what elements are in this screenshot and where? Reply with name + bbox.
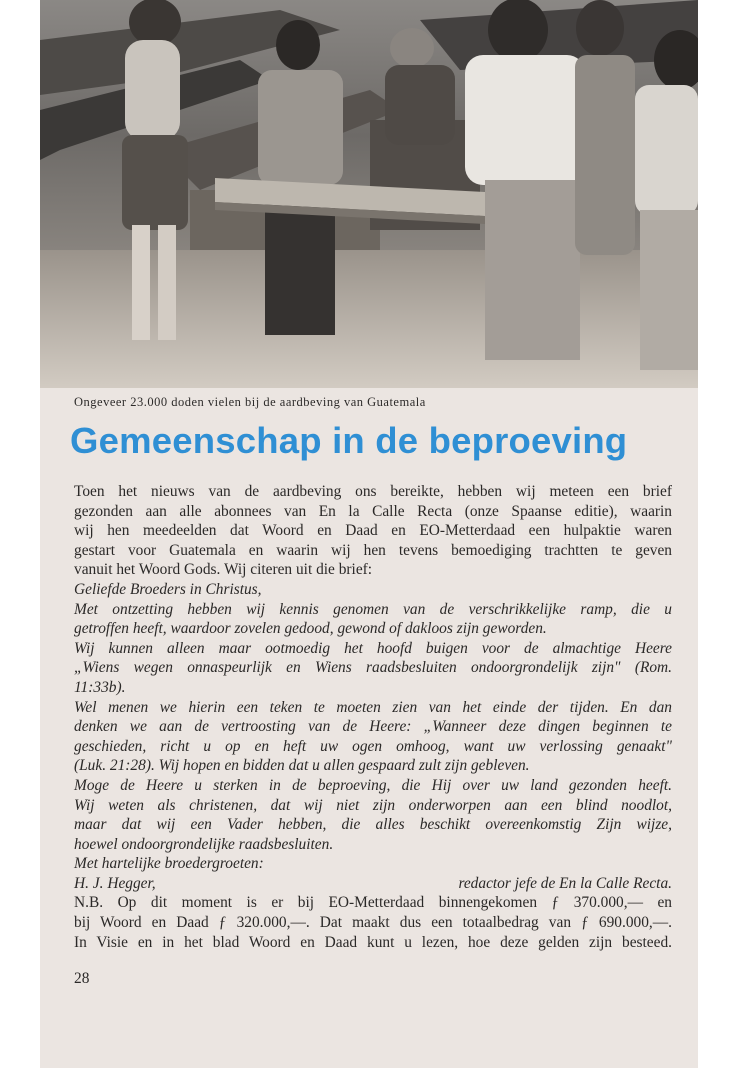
article-body xyxy=(74,482,672,952)
photo-illustration xyxy=(40,0,698,388)
magazine-page xyxy=(40,0,698,1068)
intro-line: wij hen meedeelden dat Woord en Daad en EO-Metterdaad een hulpaktie waren xyxy=(74,522,672,540)
letter-line: 11:33b). xyxy=(74,678,126,696)
photo-caption: Ongeveer 23.000 doden vielen bij de aardbeving van Guatemala xyxy=(74,395,426,409)
intro-line: gezonden aan alle abonnees van En la Calle Recta (onze Spaanse editie), waarin xyxy=(74,502,672,520)
intro-line: Toen het nieuws van de aardbeving ons bereikte, hebben wij meteen een brief xyxy=(74,483,672,500)
letter-line: denken we aan de vertroosting van de Heere: „Wanneer deze dingen beginnen te xyxy=(74,718,672,736)
earthquake-photo xyxy=(40,0,698,388)
letter-line: (Luk. 21:28). Wij hopen en bidden dat u allen gespaard zult zijn gebleven. xyxy=(74,757,530,775)
letter-line: hoewel ondoorgrondelijke raadsbesluiten. xyxy=(74,835,334,853)
letter-line: Wij weten als christenen, dat wij niet zijn onderworpen aan een blind noodlot, xyxy=(74,796,672,814)
letter-line: Moge de Heere u sterken in de beproeving, die Hij over uw land gezonden heeft. xyxy=(74,776,672,794)
letter-line: geschieden, richt u op en heft uw ogen omhoog, want uw verlossing genaakt" xyxy=(74,737,672,755)
nb-line: In Visie en in het blad Woord en Daad kunt u lezen, hoe deze gelden zijn besteed. xyxy=(74,933,672,951)
nb-line: bij Woord en Daad ƒ 320.000,—. Dat maakt dus een totaalbedrag van ƒ 690.000,—. xyxy=(74,914,672,932)
letter-closing: Met hartelijke broedergroeten: xyxy=(74,855,264,873)
letter-line: Met ontzetting hebben wij kennis genomen van de verschrikkelijke ramp, die u xyxy=(74,600,672,618)
letter-line: getroffen heeft, waardoor zovelen gedood, gewond of dakloos zijn geworden. xyxy=(74,620,547,638)
letter-line: Wel menen we hierin een teken te moeten zien van het einde der tijden. En dan xyxy=(74,698,672,716)
signature-role: redactor jefe de En la Calle Recta. xyxy=(458,874,672,892)
letter-line: „Wiens wegen onnaspeurlijk en Wiens raadsbesluiten ondoorgrondelijk zijn" (Rom. xyxy=(74,659,672,677)
signature-name: H. J. Hegger, xyxy=(74,874,156,892)
article-title: Gemeenschap in de beproeving xyxy=(70,420,628,461)
page-number: 28 xyxy=(74,970,90,987)
letter-salutation: Geliefde Broeders in Christus, xyxy=(74,580,262,598)
nb-line: N.B. Op dit moment is er bij EO-Metterdaad binnengekomen ƒ 370.000,— en xyxy=(74,894,672,912)
letter-line: maar dat wij een Vader hebben, die alles beschikt overeenkomstig Zijn wijze, xyxy=(74,816,672,834)
intro-line: gestart voor Guatemala en waarin wij hen tevens bemoediging trachtten te geven xyxy=(74,541,672,559)
signature-line xyxy=(74,874,672,894)
letter-line: Wij kunnen alleen maar ootmoedig het hoofd buigen voor de almachtige Heere xyxy=(74,639,672,657)
intro-line: vanuit het Woord Gods. Wij citeren uit die brief: xyxy=(74,561,373,579)
